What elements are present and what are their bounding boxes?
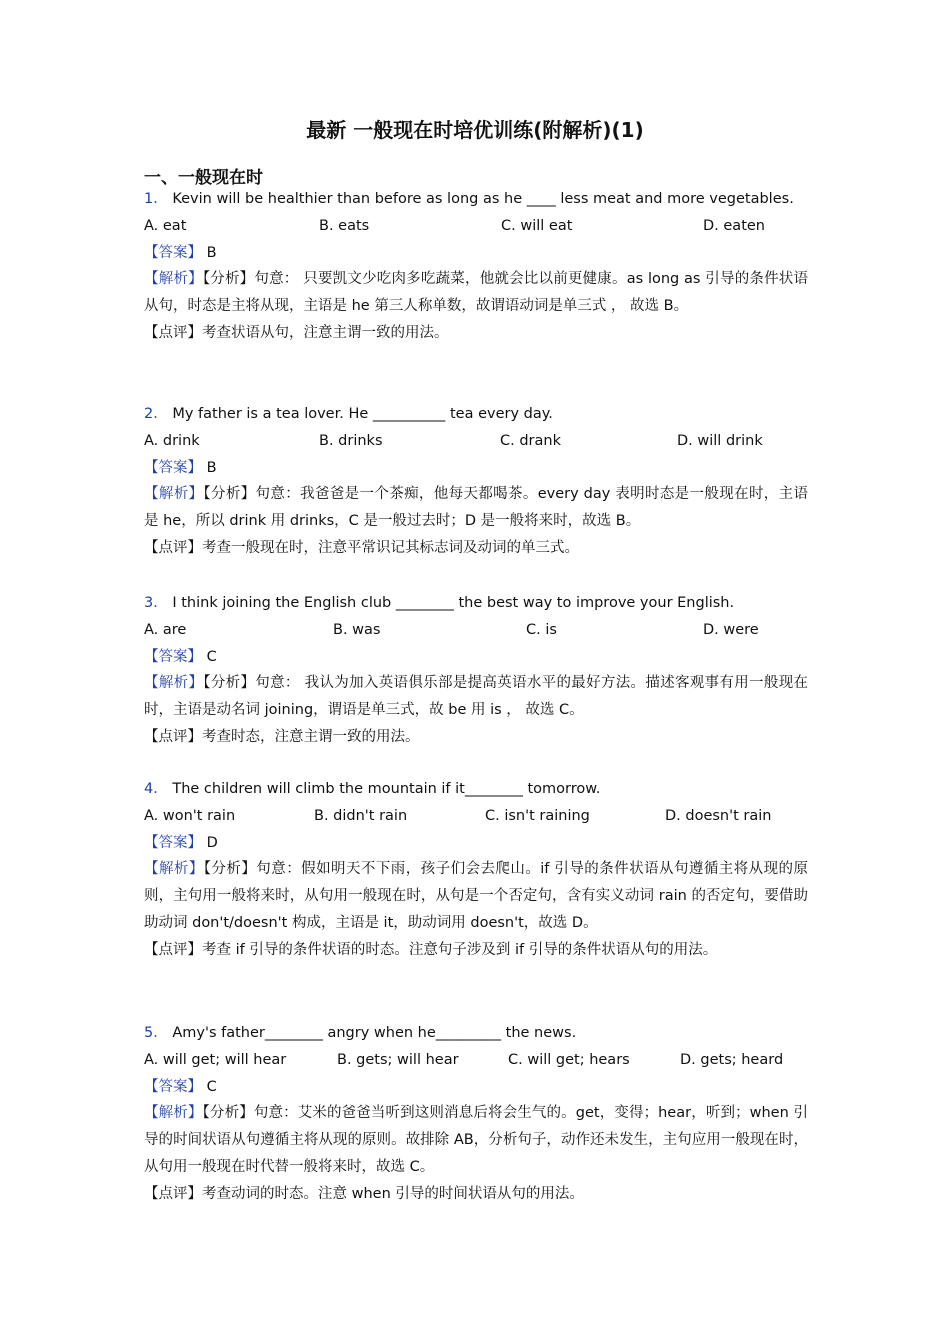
analysis-label: 【解析】 [144, 861, 204, 878]
analysis-text: 【分析】句意：我爸爸是一个茶痴，他每天都喝茶。every day 表明时态是一般现在时，主语是 he，所以 drink 用 drinks，C 是一般过去时；D 是一般将来时，故选 B。 [144, 486, 808, 530]
question-text: I think joining the English club ________ the best way to improve your English. [172, 595, 735, 611]
comment-line [144, 937, 808, 964]
option-c: C. will eat [501, 217, 573, 234]
comment-label: 【点评】 [144, 324, 202, 341]
answer-line [144, 240, 808, 267]
question-5 [144, 1020, 808, 1208]
answer-label: 【答案】 [144, 834, 202, 851]
analysis-text: 【分析】句意：假如明天不下雨，孩子们会去爬山。if 引导的条件状语从句遵循主将从现的原则，主句用一般将来时，从句用一般现在时，从句是一个否定句，含有实义动词 rain 的否定句，要借助助动词 don't/doesn't 构成，主语是 it，助动词用 doesn't，故选 D。 [144, 861, 808, 931]
option-a: A. drink [144, 432, 200, 449]
option-c: C. drank [500, 432, 561, 449]
analysis-label: 【解析】 [144, 1105, 203, 1122]
option-c: C. will get; hears [508, 1051, 630, 1068]
option-d: D. were [703, 621, 759, 638]
answer-value: D [206, 834, 218, 851]
option-d: D. will drink [677, 432, 763, 449]
question-1 [144, 186, 808, 347]
option-b: B. was [333, 621, 381, 638]
options-row [144, 803, 808, 830]
answer-value: C [206, 1078, 217, 1095]
option-d: D. eaten [703, 217, 765, 234]
answer-label: 【答案】 [144, 1078, 202, 1095]
comment-line [144, 535, 808, 562]
question-stem [144, 590, 808, 617]
section-heading: 一、一般现在时 [144, 168, 263, 188]
question-text: Kevin will be healthier than before as long as he ____ less meat and more vegetables. [172, 191, 794, 207]
answer-value: B [206, 459, 217, 476]
option-b: B. drinks [319, 432, 383, 449]
option-d: D. doesn't rain [665, 807, 772, 824]
option-d: D. gets; heard [680, 1051, 784, 1068]
question-stem [144, 186, 808, 213]
option-b: B. gets; will hear [337, 1051, 459, 1068]
analysis-label: 【解析】 [144, 675, 204, 692]
page-title: 最新 一般现在时培优训练(附解析)(1) [306, 118, 644, 142]
comment-line [144, 724, 808, 751]
analysis-paragraph [144, 856, 808, 936]
analysis-paragraph [144, 1100, 808, 1180]
comment-text: 考查动词的时态。注意 when 引导的时间状语从句的用法。 [202, 1185, 584, 1202]
analysis-text: 【分析】句意：艾米的爸爸当听到这则消息后将会生气的。get，变得；hear，听到；when 引导的时间状语从句遵循主将从现的原则。故排除 AB，分析句子，动作还未发生，主句应用一般现在时，从句用一般现在时代替一般将来时，故选 C。 [144, 1105, 809, 1175]
option-a: A. won't rain [144, 807, 236, 824]
question-3 [144, 590, 808, 751]
question-stem [144, 776, 808, 803]
comment-label: 【点评】 [144, 1185, 202, 1202]
comment-text: 考查一般现在时，注意平常识记其标志词及动词的单三式。 [202, 539, 579, 556]
comment-line [144, 1181, 808, 1208]
question-number: 2． [144, 406, 168, 422]
option-a: A. are [144, 621, 187, 638]
comment-line [144, 320, 808, 347]
answer-line [144, 830, 808, 857]
analysis-label: 【解析】 [144, 271, 203, 288]
analysis-text: 【分析】句意： 我认为加入英语俱乐部是提高英语水平的最好方法。描述客观事有用一般现在时，主语是动名词 joining，谓语是单三式，故 be 用 is ， 故选 C。 [144, 675, 809, 719]
options-row [144, 213, 808, 240]
question-number: 1． [144, 191, 168, 207]
question-number: 4． [144, 781, 168, 797]
analysis-text: 【分析】句意： 只要凯文少吃肉多吃蔬菜，他就会比以前更健康。as long as 引导的条件状语从句，时态是主将从现，主语是 he 第三人称单数，故谓语动词是单三式 ， 故选 B。 [144, 271, 809, 315]
question-stem [144, 401, 808, 428]
question-number: 3． [144, 595, 168, 611]
option-c: C. is [526, 621, 557, 638]
question-stem [144, 1020, 808, 1047]
answer-line [144, 644, 808, 671]
question-text: The children will climb the mountain if it________ tomorrow. [172, 781, 601, 797]
option-b: B. eats [319, 217, 370, 234]
question-2 [144, 401, 808, 562]
answer-line [144, 455, 808, 482]
option-c: C. isn't raining [485, 807, 590, 824]
analysis-label: 【解析】 [144, 486, 204, 503]
comment-text: 考查状语从句，注意主谓一致的用法。 [202, 324, 449, 341]
answer-value: B [206, 244, 217, 261]
analysis-paragraph [144, 266, 808, 320]
comment-text: 考查 if 引导的条件状语的时态。注意句子涉及到 if 引导的条件状语从句的用法。 [202, 941, 718, 958]
comment-label: 【点评】 [144, 539, 202, 556]
option-a: A. will get; will hear [144, 1051, 287, 1068]
answer-label: 【答案】 [144, 244, 202, 261]
answer-value: C [206, 648, 217, 665]
question-number: 5． [144, 1025, 168, 1041]
analysis-paragraph [144, 481, 808, 535]
question-text: Amy's father________ angry when he_________ the news. [172, 1025, 577, 1041]
comment-label: 【点评】 [144, 941, 202, 958]
options-row [144, 428, 808, 455]
answer-label: 【答案】 [144, 459, 202, 476]
answer-line [144, 1074, 808, 1101]
option-a: A. eat [144, 217, 187, 234]
analysis-paragraph [144, 670, 808, 724]
options-row [144, 617, 808, 644]
answer-label: 【答案】 [144, 648, 202, 665]
question-4 [144, 776, 808, 964]
options-row [144, 1047, 808, 1074]
question-text: My father is a tea lover. He __________ tea every day. [172, 406, 553, 422]
comment-label: 【点评】 [144, 728, 202, 745]
option-b: B. didn't rain [314, 807, 408, 824]
comment-text: 考查时态，注意主谓一致的用法。 [202, 728, 420, 745]
